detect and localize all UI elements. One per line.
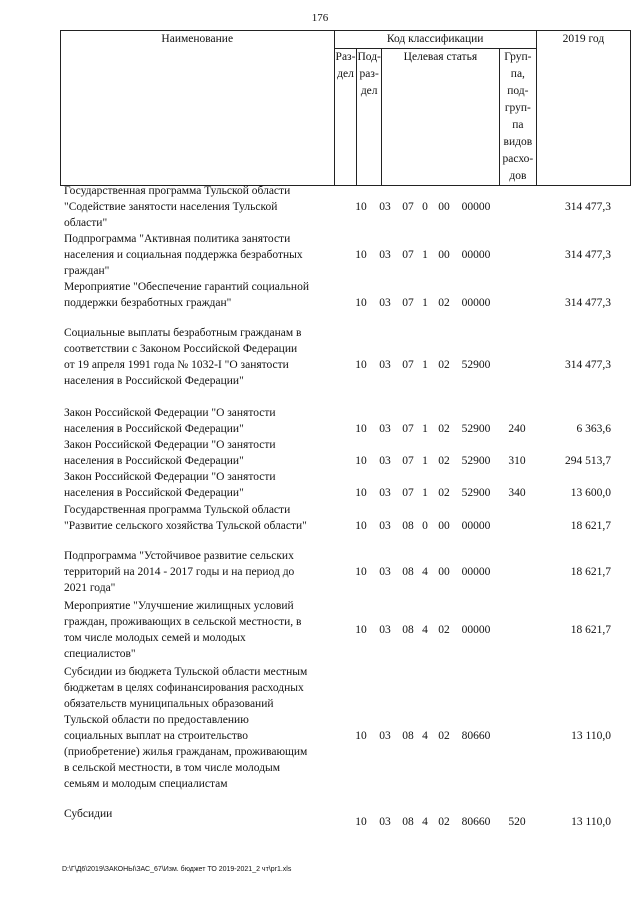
row-podrazdel: 03 [379, 423, 391, 435]
row-name: Закон Российской Федерации "О занятости населения в Российской Федерации" [64, 407, 276, 435]
row-group: 340 [508, 487, 526, 499]
row-target-subprogram: 0 [422, 201, 428, 213]
row-podrazdel: 03 [379, 297, 391, 309]
row-target-direction: 00000 [461, 201, 491, 213]
row-sum: 314 477,3 [565, 249, 611, 261]
row-podrazdel: 03 [379, 816, 391, 828]
row-group: 520 [508, 816, 526, 828]
row-podrazdel: 03 [379, 566, 391, 578]
row-name: Социальные выплаты безработным гражданам в соответствии с Законом Российской Федерации от 19 апреля 1991 года № 1032-I "О занятости населения в Российской Федерации" [64, 327, 302, 387]
row-target-subprogram: 1 [422, 359, 428, 371]
row-target-measure: 02 [438, 816, 450, 828]
row-target-subprogram: 1 [422, 423, 428, 435]
row-target-direction: 00000 [461, 297, 491, 309]
row-target-measure: 02 [438, 423, 450, 435]
row-razdel: 10 [355, 730, 367, 742]
row-razdel: 10 [355, 201, 367, 213]
row-name: Подпрограмма "Устойчивое развитие сельских территорий на 2014 - 2017 годы и на период до 2021 года" [64, 550, 295, 594]
row-name: Государственная программа Тульской области "Развитие сельского хозяйства Тульской области" [64, 504, 307, 532]
row-target-measure: 00 [438, 566, 450, 578]
header-code: Код классификации [334, 31, 536, 49]
row-target-direction: 52900 [461, 487, 491, 499]
row-target-program: 08 [402, 566, 414, 578]
row-razdel: 10 [355, 455, 367, 467]
row-target-program: 08 [402, 520, 414, 532]
row-razdel: 10 [355, 423, 367, 435]
row-target-program: 07 [402, 297, 414, 309]
row-razdel: 10 [355, 566, 367, 578]
row-group: 310 [508, 455, 526, 467]
row-target-direction: 00000 [461, 249, 491, 261]
row-target-direction: 00000 [461, 566, 491, 578]
row-podrazdel: 03 [379, 487, 391, 499]
row-sum: 314 477,3 [565, 297, 611, 309]
header-year: 2019 год [536, 31, 630, 186]
row-target-program: 08 [402, 624, 414, 636]
header-podrazdel: Под- раз- дел [357, 49, 381, 186]
page-number: 176 [311, 12, 329, 24]
row-target-direction: 52900 [461, 423, 491, 435]
table-header [60, 30, 631, 186]
file-path-footer: D:\Г\Д6\2019\ЗАКОНЫ\ЗАС_67\Изм. бюджет ТО 2019-2021_2 чт\pr1.xls [62, 866, 292, 873]
row-sum: 6 363,6 [576, 423, 611, 435]
row-target-program: 08 [402, 816, 414, 828]
row-name: Закон Российской Федерации "О занятости населения в Российской Федерации" [64, 439, 276, 467]
row-sum: 18 621,7 [570, 624, 611, 636]
row-target-measure: 02 [438, 730, 450, 742]
row-sum: 13 110,0 [571, 730, 611, 742]
row-target-measure: 02 [438, 455, 450, 467]
row-target-measure: 02 [438, 624, 450, 636]
row-sum: 294 513,7 [565, 455, 611, 467]
row-name: Государственная программа Тульской области "Содействие занятости населения Тульской области" [64, 185, 291, 229]
row-razdel: 10 [355, 520, 367, 532]
row-podrazdel: 03 [379, 249, 391, 261]
row-razdel: 10 [355, 249, 367, 261]
row-target-subprogram: 4 [422, 816, 428, 828]
row-razdel: 10 [355, 297, 367, 309]
row-target-measure: 00 [438, 249, 450, 261]
row-target-subprogram: 1 [422, 249, 428, 261]
row-sum: 18 621,7 [570, 566, 611, 578]
row-target-program: 07 [402, 359, 414, 371]
row-target-subprogram: 1 [422, 487, 428, 499]
row-razdel: 10 [355, 624, 367, 636]
row-sum: 314 477,3 [565, 201, 611, 213]
row-name: Субсидии [64, 808, 113, 820]
row-target-measure: 02 [438, 297, 450, 309]
row-target-subprogram: 4 [422, 566, 428, 578]
row-target-subprogram: 4 [422, 624, 428, 636]
row-target-direction: 52900 [461, 359, 491, 371]
row-name: Субсидии из бюджета Тульской области местным бюджетам в целях софинансирования расходных обязательств муниципальных образований Тульской области по предоставлению социальных выплат на строительство (приобретение) жилья гражданам, проживающим в сельской местности, в том числе молодым семьям и молодым специалистам [64, 666, 308, 790]
row-target-direction: 80660 [461, 816, 491, 828]
row-target-program: 07 [402, 487, 414, 499]
row-target-measure: 00 [438, 520, 450, 532]
row-target-direction: 00000 [461, 520, 491, 532]
row-sum: 13 600,0 [570, 487, 611, 499]
row-razdel: 10 [355, 359, 367, 371]
row-razdel: 10 [355, 816, 367, 828]
row-group: 240 [508, 423, 526, 435]
row-sum: 18 621,7 [570, 520, 611, 532]
row-target-program: 07 [402, 201, 414, 213]
row-podrazdel: 03 [379, 624, 391, 636]
row-name: Закон Российской Федерации "О занятости населения в Российской Федерации" [64, 471, 276, 499]
header-target: Целевая статья [381, 49, 499, 186]
row-target-subprogram: 0 [422, 520, 428, 532]
row-sum: 13 110,0 [571, 816, 611, 828]
row-target-program: 07 [402, 423, 414, 435]
row-target-program: 07 [402, 455, 414, 467]
row-name: Подпрограмма "Активная политика занятости населения и социальная поддержка безработных граждан" [64, 233, 303, 277]
row-target-subprogram: 1 [422, 455, 428, 467]
header-razdel: Раз- дел [334, 49, 357, 186]
row-target-program: 08 [402, 730, 414, 742]
row-podrazdel: 03 [379, 201, 391, 213]
row-target-direction: 00000 [461, 624, 491, 636]
row-target-measure: 02 [438, 359, 450, 371]
row-podrazdel: 03 [379, 455, 391, 467]
row-target-measure: 02 [438, 487, 450, 499]
row-target-subprogram: 4 [422, 730, 428, 742]
row-razdel: 10 [355, 487, 367, 499]
header-name: Наименование [61, 31, 335, 186]
row-podrazdel: 03 [379, 520, 391, 532]
row-target-direction: 80660 [461, 730, 491, 742]
row-podrazdel: 03 [379, 359, 391, 371]
row-target-program: 07 [402, 249, 414, 261]
row-name: Мероприятие "Улучшение жилищных условий граждан, проживающих в сельской местности, в том числе молодых семей и молодых специалистов" [64, 600, 302, 660]
row-target-measure: 00 [438, 201, 450, 213]
header-group: Груп- па, под- груп- па видов расхо- дов [499, 49, 536, 186]
row-target-subprogram: 1 [422, 297, 428, 309]
row-podrazdel: 03 [379, 730, 391, 742]
row-sum: 314 477,3 [565, 359, 611, 371]
row-target-direction: 52900 [461, 455, 491, 467]
row-name: Мероприятие "Обеспечение гарантий социальной поддержки безработных граждан" [64, 281, 309, 309]
